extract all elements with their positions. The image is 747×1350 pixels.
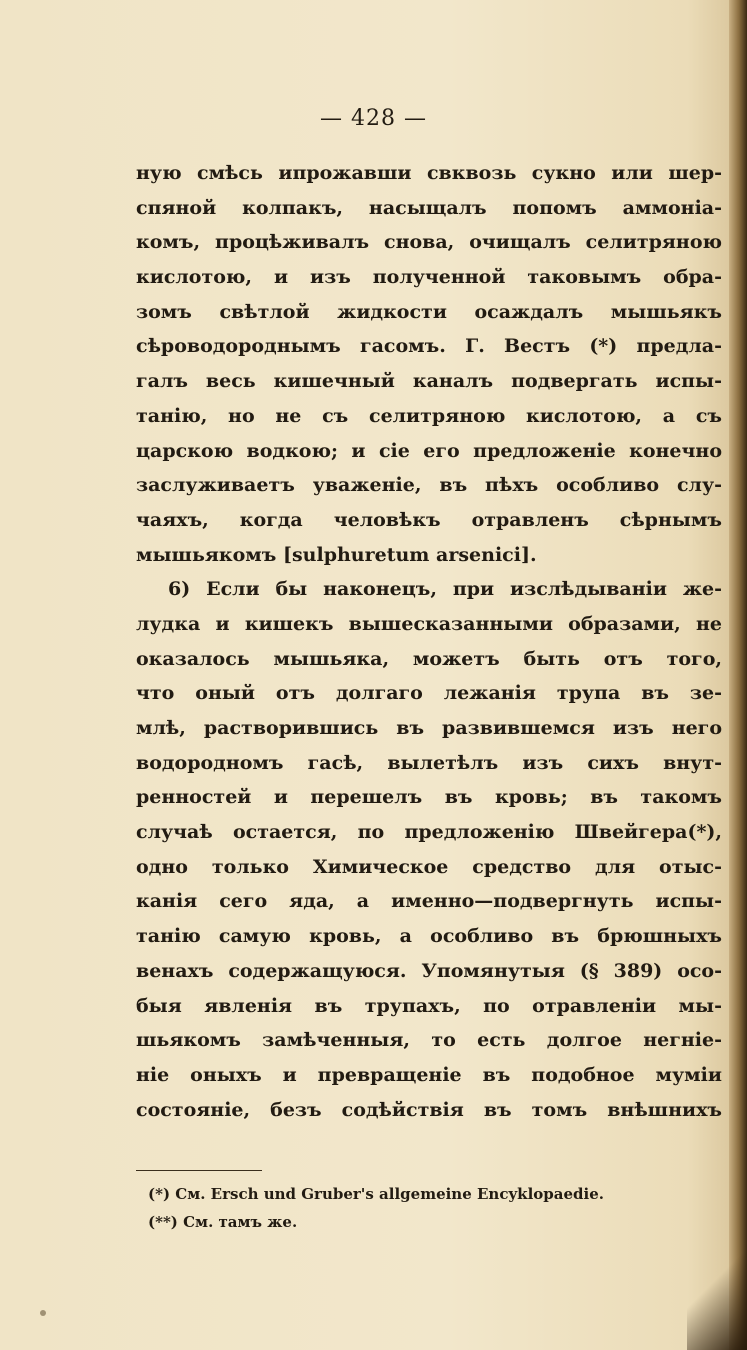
text-line: случаѣ остается, по предложенiю Швейгера(*), bbox=[136, 821, 722, 844]
page-shadow bbox=[687, 1240, 747, 1350]
text-line: кислотою, и изъ полученной таковымъ обра- bbox=[136, 266, 722, 289]
footnote: (*) См. Ersch und Gruber's allgemeine Encyklopaedie. bbox=[148, 1185, 604, 1203]
ink-smudge bbox=[40, 1310, 46, 1316]
footnotes bbox=[148, 1180, 708, 1236]
book-spine-edge bbox=[729, 0, 747, 1350]
text-line: оказалось мышьяка, можетъ быть отъ того, bbox=[136, 647, 722, 670]
text-line: царскою водкою; и сiе его предложенiе конечно bbox=[136, 439, 722, 462]
text-line: млѣ, растворившись въ развившемся изъ него bbox=[136, 717, 722, 739]
text-line: ренностей и перешелъ въ кровь; въ такомъ bbox=[136, 786, 722, 809]
text-line: комъ, процѣживалъ снова, очищалъ селитряною bbox=[136, 231, 722, 254]
text-line: водородномъ гасѣ, вылетѣлъ изъ сихъ внут- bbox=[136, 751, 722, 774]
text-line: заслуживаетъ уваженiе, въ пѣхъ особливо слу- bbox=[136, 474, 722, 497]
text-line: чаяхъ, когда человѣкъ отравленъ сѣрнымъ bbox=[136, 508, 722, 531]
text-line: нiе оныхъ и превращенiе въ подобное мумiи bbox=[136, 1063, 722, 1086]
text-line: мышьякомъ [sulphuretum arsenici]. bbox=[136, 543, 537, 566]
text-line: шьякомъ замѣченныя, то есть долгое негнiе- bbox=[136, 1029, 722, 1052]
text-line: что оный отъ долгаго лежанiя трупа въ зе- bbox=[136, 682, 722, 705]
text-line: канiя сего яда, а именно—подвергнуть испы- bbox=[136, 890, 722, 913]
text-line: венахъ содержащуюся. Упомянутыя (§ 389) осо- bbox=[136, 959, 722, 982]
text-line: зомъ свѣтлой жидкости осаждалъ мышьякъ bbox=[136, 300, 722, 323]
text-line: ную смѣсь ипрожавши свквозь сукно или шер- bbox=[136, 162, 722, 184]
text-line: танiю, но не съ селитряною кислотою, а съ bbox=[136, 404, 722, 427]
text-line: галъ весь кишечный каналъ подвергать испы- bbox=[136, 370, 722, 393]
text-line: 6) Если бы наконецъ, при изслѣдываніи же- bbox=[168, 578, 722, 601]
text-line: одно только Химическое средство для отыс- bbox=[136, 855, 722, 878]
body-text bbox=[136, 156, 722, 1127]
footnote: (**) См. тамъ же. bbox=[148, 1213, 298, 1231]
text-line: танiю самую кровь, а особливо въ брюшныхъ bbox=[136, 925, 722, 948]
page-number: — 428 — bbox=[320, 106, 427, 131]
text-line: быя явленiя въ трупахъ, по отравленiи мы- bbox=[136, 994, 722, 1017]
text-line: лудка и кишекъ вышесказанными образами, не bbox=[136, 612, 722, 635]
text-line: состоянiе, безъ содѣйствiя въ томъ внѣшнихъ bbox=[136, 1098, 722, 1121]
text-line: сѣроводороднымъ гасомъ. Г. Вестъ (*) предла- bbox=[136, 335, 722, 358]
text-line: спяной колпакъ, насыщалъ попомъ аммонiа- bbox=[136, 196, 722, 219]
footnote-divider bbox=[136, 1170, 262, 1171]
